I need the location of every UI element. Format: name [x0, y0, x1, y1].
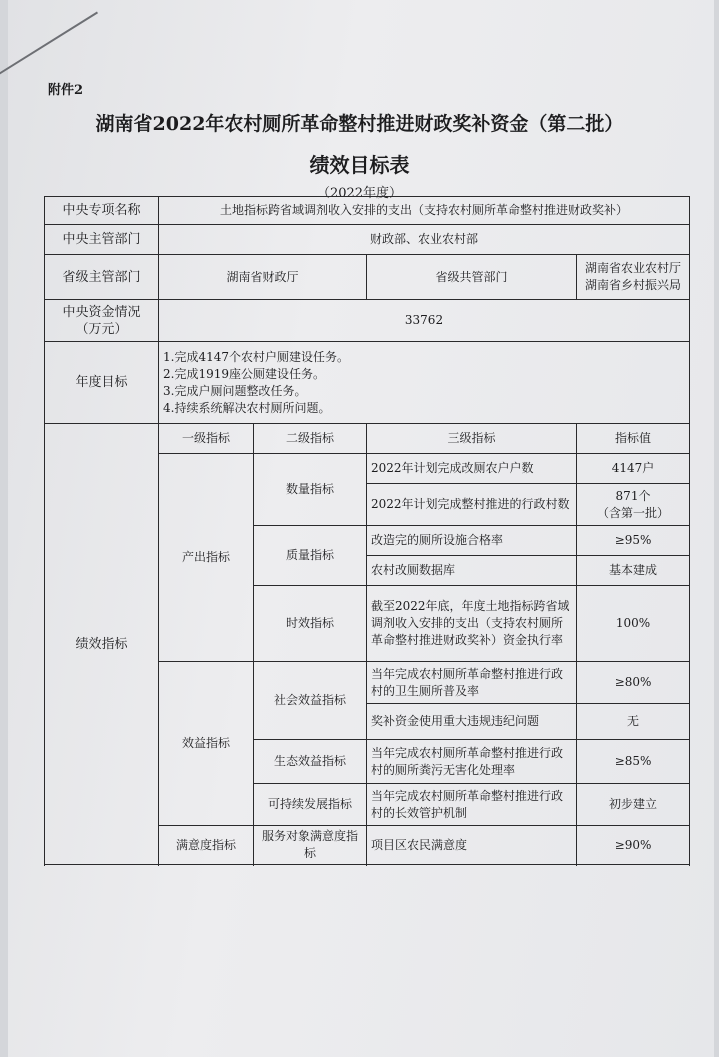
indicator-value-line2: （含第一批）	[597, 505, 670, 520]
indicator-value: ≥80%	[577, 662, 690, 704]
indicator-value: 无	[577, 704, 690, 740]
header-level2: 二级指标	[254, 424, 367, 454]
indicator-value: 初步建立	[577, 784, 690, 826]
central-dept-label: 中央主管部门	[45, 225, 159, 255]
annual-goal-item: 1.完成4147个农村户厕建设任务。	[163, 349, 349, 364]
indicator-value: 4147户	[577, 454, 690, 484]
funds-value: 33762	[159, 300, 690, 342]
indicator-text: 当年完成农村厕所革命整村推进行政村的厕所粪污无害化处理率	[367, 740, 577, 784]
funds-label	[45, 300, 159, 342]
project-label: 中央专项名称	[45, 197, 159, 225]
document-subtitle: 绩效目标表	[309, 153, 410, 177]
indicator-value: ≥85%	[577, 740, 690, 784]
annual-goals-row	[45, 342, 690, 424]
performance-indicators-label: 绩效指标	[45, 424, 159, 865]
indicator-value: ≥95%	[577, 526, 690, 556]
header-level3: 三级指标	[367, 424, 577, 454]
header-level1: 一级指标	[159, 424, 254, 454]
indicator-text: 奖补资金使用重大违规违纪问题	[367, 704, 577, 740]
prov-dept-value: 湖南省财政厅	[159, 255, 367, 300]
project-value: 土地指标跨省域调剂收入安排的支出（支持农村厕所革命整村推进财政奖补）	[159, 197, 690, 225]
annual-goals-list	[159, 342, 690, 424]
co-dept-line2: 湖南省乡村振兴局	[585, 278, 682, 292]
central-dept-value: 财政部、农业农村部	[159, 225, 690, 255]
attachment-label: 附件2	[48, 83, 84, 98]
satisfaction-indicator-label: 满意度指标	[159, 826, 254, 865]
funds-label-line1: 中央资金情况	[62, 304, 141, 320]
co-dept-line1: 湖南省农业农村厅	[585, 261, 682, 275]
annual-goal-item: 4.持续系统解决农村厕所问题。	[163, 400, 331, 415]
indicator-value	[577, 484, 690, 526]
indicator-text: 项目区农民满意度	[367, 826, 577, 865]
header-value: 指标值	[577, 424, 690, 454]
sustainability-label: 可持续发展指标	[254, 784, 367, 826]
funds-row	[45, 300, 690, 342]
indicator-text: 2022年计划完成整村推进的行政村数	[367, 484, 577, 526]
indicator-value-line1: 871个	[615, 488, 651, 503]
indicator-text: 当年完成农村厕所革命整村推进行政村的长效管护机制	[367, 784, 577, 826]
project-row	[45, 197, 690, 225]
document-title: 湖南省2022年农村厕所革命整村推进财政奖补资金（第二批）	[95, 113, 624, 135]
benefit-indicator-label: 效益指标	[159, 662, 254, 826]
fiscal-year: （2022年度）	[316, 186, 403, 201]
indicator-text: 当年完成农村厕所革命整村推进行政村的卫生厕所普及率	[367, 662, 577, 704]
indicator-value: 基本建成	[577, 556, 690, 586]
indicator-value: ≥90%	[577, 826, 690, 865]
quantity-indicator-label: 数量指标	[254, 454, 367, 526]
social-benefit-label: 社会效益指标	[254, 662, 367, 740]
co-dept-label: 省级共管部门	[367, 255, 577, 300]
prov-dept-row	[45, 255, 690, 300]
indicator-text: 改造完的厕所设施合格率	[367, 526, 577, 556]
prov-dept-label: 省级主管部门	[45, 255, 159, 300]
co-dept-value	[577, 255, 690, 300]
service-satisfaction-label: 服务对象满意度指标	[254, 826, 367, 865]
annual-goal-item: 2.完成1919座公厕建设任务。	[163, 366, 325, 381]
central-dept-row	[45, 225, 690, 255]
annual-goals-label: 年度目标	[45, 342, 159, 424]
indicator-text: 农村改厕数据库	[367, 556, 577, 586]
indicator-value: 100%	[577, 586, 690, 662]
funds-label-line2: （万元）	[75, 321, 128, 337]
indicator-text: 2022年计划完成改厕农户户数	[367, 454, 577, 484]
performance-target-table	[44, 196, 690, 865]
timeliness-indicator-label: 时效指标	[254, 586, 367, 662]
annual-goal-item: 3.完成户厕问题整改任务。	[163, 383, 307, 398]
ecological-benefit-label: 生态效益指标	[254, 740, 367, 784]
quality-indicator-label: 质量指标	[254, 526, 367, 586]
indicator-header-row	[45, 424, 690, 454]
output-indicator-label: 产出指标	[159, 454, 254, 662]
indicator-text: 截至2022年底，年度土地指标跨省域调剂收入安排的支出（支持农村厕所革命整村推进财政奖补）资金执行率	[367, 586, 577, 662]
